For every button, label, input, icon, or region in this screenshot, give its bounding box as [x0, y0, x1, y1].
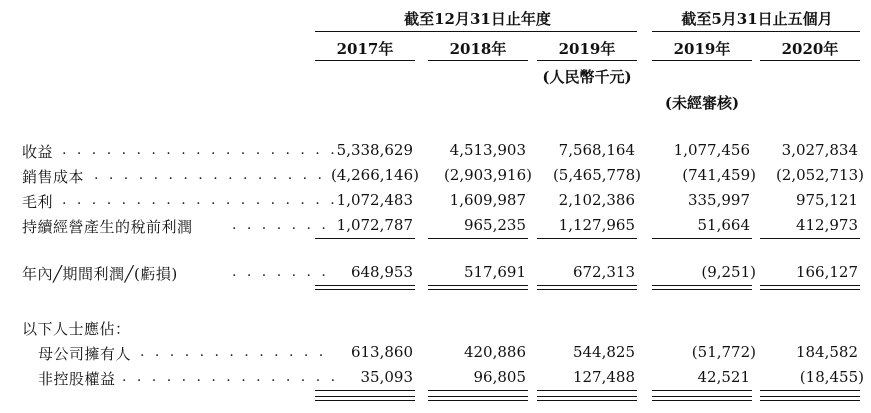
cell-profit-2020-5m: 166,127	[795, 263, 858, 281]
double-underline-profit-2019	[537, 285, 637, 290]
cell-gross-2018: 1,609,987	[449, 191, 526, 209]
underline-pbt-2019-5m	[652, 238, 752, 239]
underline-nci-2019-5m	[652, 390, 752, 391]
row-dots-non-controlling-interests: . . . . . . . . . . . . . . .	[122, 369, 339, 385]
cell-owners-2019: 544,825	[572, 343, 635, 361]
row-dots-cost-of-sales: . . . . . . . . . . . . . . . .	[94, 167, 325, 183]
cell-nci-2019: 127,488	[572, 368, 635, 386]
cell-pbt-2019: 1,127,965	[558, 216, 635, 234]
double-underline-profit-2018	[428, 285, 528, 290]
row-dots-profit-before-tax: . . . . . . .	[232, 217, 329, 233]
underline-nci-2020-5m	[760, 390, 860, 391]
underline-pbt-2019	[537, 238, 637, 239]
double-underline-total-2019	[537, 396, 637, 401]
underline-pbt-2017	[315, 238, 415, 239]
cell-owners-2018: 420,886	[463, 343, 526, 361]
underline-pbt-2018	[428, 238, 528, 239]
cell-cost-2019-5m: (741,459)	[682, 166, 756, 184]
cell-nci-2019-5m: 42,521	[697, 368, 750, 386]
row-label-cost-of-sales: 銷售成本	[22, 168, 85, 186]
cell-pbt-2019-5m: 51,664	[697, 216, 750, 234]
double-underline-profit-2020-5m	[760, 285, 860, 290]
row-dots-gross-profit: . . . . . . . . . . . . . . . . . . .	[62, 192, 338, 208]
underline-nci-2018	[428, 390, 528, 391]
year-header-2017: 2017年	[336, 40, 394, 58]
cell-gross-2019-5m: 335,997	[687, 191, 750, 209]
cell-nci-2017: 35,093	[360, 368, 413, 386]
double-underline-total-2019-5m	[652, 396, 752, 401]
cell-owners-2017: 613,860	[350, 343, 413, 361]
year-header-2019: 2019年	[558, 40, 616, 58]
group-rule-five-months	[652, 31, 860, 32]
double-underline-total-2018	[428, 396, 528, 401]
double-underline-total-2020-5m	[760, 396, 860, 401]
cell-gross-2017: 1,072,483	[336, 191, 413, 209]
cell-cost-2019: (5,465,778)	[552, 166, 641, 184]
double-underline-profit-2019-5m	[652, 285, 752, 290]
cell-revenue-2017: 5,338,629	[336, 141, 413, 159]
cell-pbt-2020-5m: 412,973	[795, 216, 858, 234]
year-rule-2019-five-months	[652, 60, 752, 61]
row-dots-revenue: . . . . . . . . . . . . . . . . . . .	[62, 142, 338, 158]
group-rule-fiscal-year	[315, 31, 637, 32]
row-label-gross-profit: 毛利	[22, 193, 54, 211]
row-dots-owners-of-parent: . . . . . . . . . . . . .	[140, 344, 327, 360]
row-dots-profit-for-period: . . . . . . .	[232, 264, 329, 280]
cell-revenue-2019-5m: 1,077,456	[673, 141, 750, 159]
underline-nci-2017	[315, 390, 415, 391]
cell-profit-2018: 517,691	[463, 263, 526, 281]
unit-label: (人民幣千元)	[542, 68, 632, 86]
row-label-owners-of-parent: 母公司擁有人	[38, 345, 132, 363]
cell-nci-2018: 96,805	[473, 368, 526, 386]
cell-revenue-2019: 7,568,164	[558, 141, 635, 159]
cell-revenue-2020-5m: 3,027,834	[781, 141, 858, 159]
year-header-2020: 2020年	[781, 40, 839, 58]
double-underline-profit-2017	[315, 285, 415, 290]
cell-cost-2018: (2,903,916)	[443, 166, 532, 184]
cell-pbt-2018: 965,235	[463, 216, 526, 234]
cell-owners-2020-5m: 184,582	[795, 343, 858, 361]
cell-profit-2017: 648,953	[350, 263, 413, 281]
row-label-profit-for-period: 年內╱期間利潤╱(虧損)	[22, 265, 178, 283]
cell-revenue-2018: 4,513,903	[449, 141, 526, 159]
underline-pbt-2020-5m	[760, 238, 860, 239]
cell-gross-2019: 2,102,386	[558, 191, 635, 209]
cell-profit-2019-5m: (9,251)	[701, 263, 756, 281]
double-underline-total-2017	[315, 396, 415, 401]
year-rule-2020	[760, 60, 860, 61]
cell-gross-2020-5m: 975,121	[795, 191, 858, 209]
year-rule-2018	[428, 60, 528, 61]
group-title-five-months: 截至5月31日止五個月	[681, 10, 833, 28]
row-label-revenue: 收益	[22, 143, 54, 161]
year-header-2019-five-months: 2019年	[673, 40, 731, 58]
group-title-fiscal-year: 截至12月31日止年度	[404, 10, 551, 28]
row-label-non-controlling-interests: 非控股權益	[38, 370, 116, 388]
cell-nci-2020-5m: (18,455)	[799, 368, 864, 386]
year-header-2018: 2018年	[449, 40, 507, 58]
year-rule-2019	[537, 60, 637, 61]
cell-profit-2019: 672,313	[572, 263, 635, 281]
cell-cost-2017: (4,266,146)	[330, 166, 419, 184]
cell-pbt-2017: 1,072,787	[336, 216, 413, 234]
underline-nci-2019	[537, 390, 637, 391]
row-label-profit-before-tax: 持續經營產生的稅前利潤	[22, 218, 193, 236]
cell-owners-2019-5m: (51,772)	[691, 343, 756, 361]
year-rule-2017	[315, 60, 415, 61]
unaudited-label: (未經審核)	[664, 94, 740, 112]
row-label-attributable-to: 以下人士應佔：	[22, 320, 131, 338]
cell-cost-2020-5m: (2,052,713)	[775, 166, 864, 184]
